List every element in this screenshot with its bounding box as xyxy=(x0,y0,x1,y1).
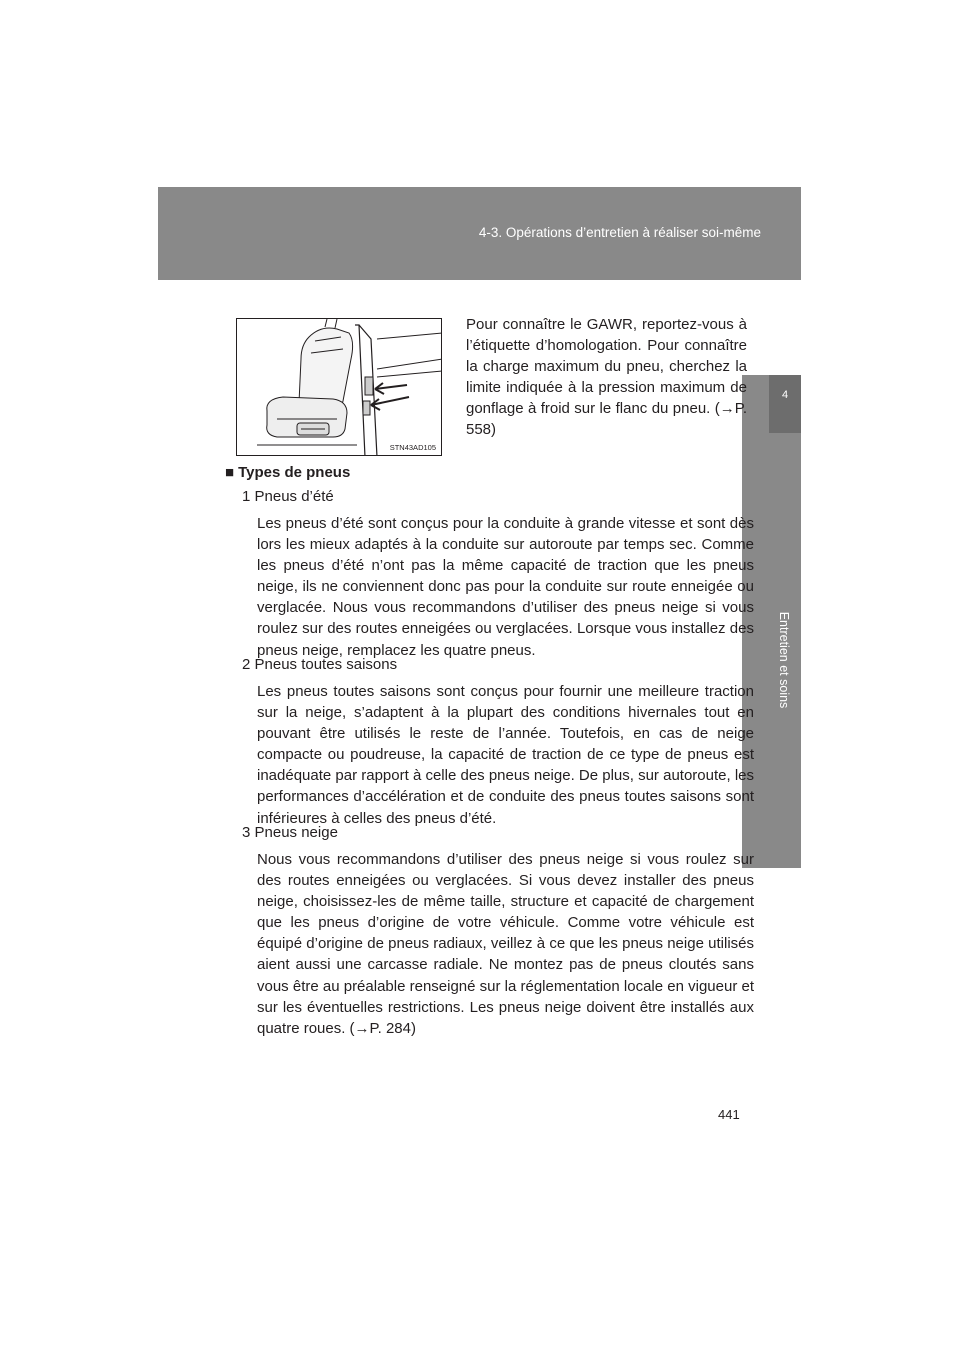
item-text-summer: Les pneus d’été sont conçus pour la conduite à grande vitesse et sont dès lors les mieux adaptés à la conduite sur autoroute par temps sec. Comme les pneus d’été n’ont pas la même capacité de traction que les pneus neige, ils ne conviennent donc pas pour la conduite sur route enneigée ou verglacée. Nous vous recommandons d’utiliser des pneus neige si vous roulez sur des routes enneigées ou verglacées. Lorsque vous installez des pneus neige, remplacez les quatre pneus. xyxy=(257,515,754,659)
header-band xyxy=(158,187,801,280)
seat-label-figure xyxy=(236,318,442,456)
item-title-summer: 1 Pneus d’été xyxy=(242,488,334,505)
chapter-number: 4 xyxy=(781,389,789,401)
seat-door-label-illustration xyxy=(237,319,442,456)
figure-code: STN43AD105 xyxy=(389,443,436,452)
heading-bullet: ■ xyxy=(225,464,235,481)
page-number: 441 xyxy=(718,1107,740,1122)
heading-text: Types de pneus xyxy=(238,464,351,481)
item-title-snow: 3 Pneus neige xyxy=(242,824,338,841)
item-text-snow: Nous vous recommandons d’utiliser des pneus neige si vous roulez sur des routes enneigées ou verglacées. Si vous devez installer des pneus neige, choisissez-les de même taille, structure et capacité de chargement que les pneus d’origine de votre véhicule. Comme votre véhicule est équipé d’origine de pneus radiaux, veillez à ce que les pneus neige utilisés aient aussi une carcasse radiale. Ne montez pas de pneus cloutés sans vous être au préalable renseigné sur la réglementation locale en vigueur et sur les éventuelles restrictions. Les pneus neige doivent être installés aux quatre roues. (→P. 284) xyxy=(257,851,754,1037)
item-text-all-season: Les pneus toutes saisons sont conçus pour fournir une meilleure traction sur la neige, s’adaptent à la plupart des conditions hivernales tout en pouvant être utilisés le reste de l’année. Toutefois, en cas de neige compacte ou poudreuse, la capacité de traction de ce type de pneus est inadéquate par rapport à celle des pneus neige. De plus, sur autoroute, les performances d’accélération et de conduite des pneus toutes saisons sont inférieures à celles des pneus d’été. xyxy=(257,683,754,827)
chapter-title: Entretien et soins xyxy=(777,611,791,709)
section-title: 4-3. Opérations d’entretien à réaliser soi-même xyxy=(478,225,761,240)
intro-paragraph: Pour connaître le GAWR, reportez-vous à l’étiquette d’homologation. Pour connaître la charge maximum du pneu, cherchez la limite indiquée à la pression maximum de gonflage à froid sur le flanc du pneu. (→P. 558) xyxy=(466,316,747,438)
item-title-all-season: 2 Pneus toutes saisons xyxy=(242,656,398,673)
chapter-number-box xyxy=(769,375,801,433)
section-heading xyxy=(225,462,350,483)
